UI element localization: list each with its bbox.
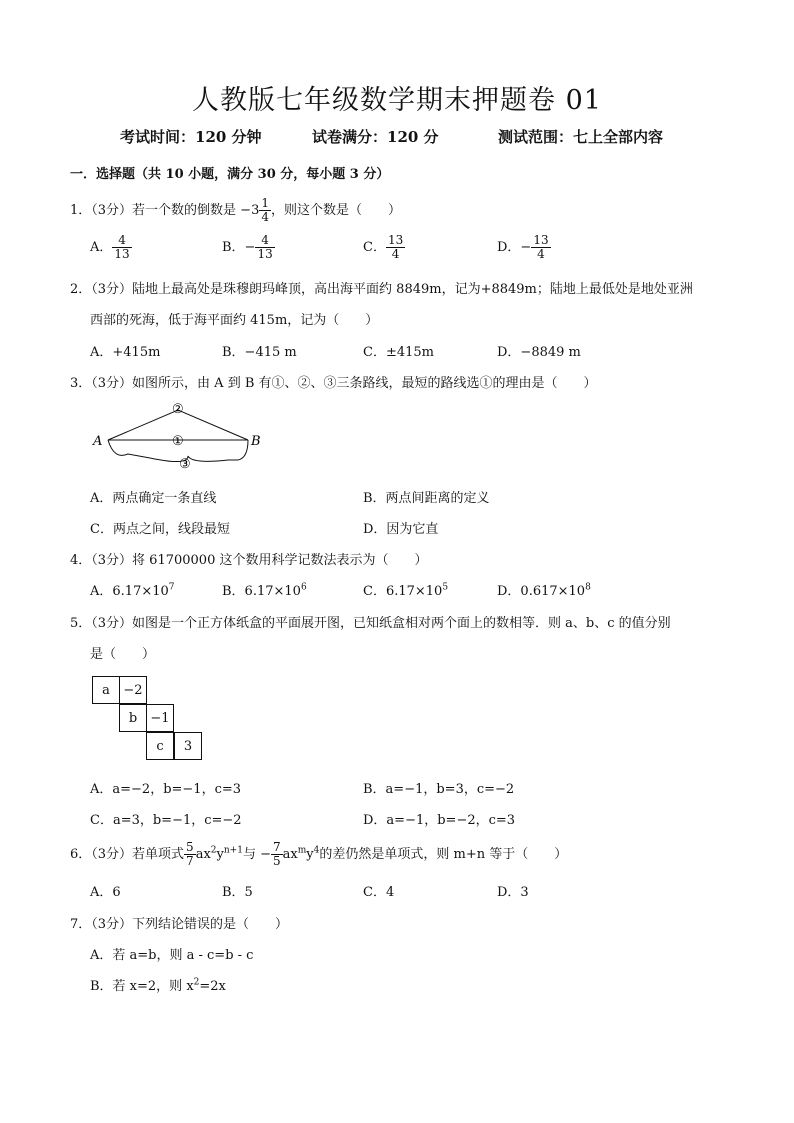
cube-cell-c: c bbox=[146, 732, 174, 760]
q5-option-b: B．a=−1，b=3，c=−2 bbox=[363, 782, 515, 797]
route-2-label: ② bbox=[172, 402, 184, 417]
q3-option-a: A．两点确定一条直线 bbox=[90, 491, 217, 506]
q1-option-b: B．− $\frac{4}{13}$ bbox=[222, 233, 273, 261]
question-5-line2: 是（ ） bbox=[90, 647, 156, 662]
q1-option-c: C． $\frac{13}{4}$ bbox=[363, 233, 404, 261]
exam-time: 考试时间：120 分钟 bbox=[120, 128, 262, 146]
q7-option-b: B．若 x=2，则 $x^2=2x$ bbox=[90, 977, 226, 994]
q2-option-c: C．±415m bbox=[363, 345, 434, 360]
q3-option-d: D．因为它直 bbox=[363, 522, 439, 537]
point-b-label: B bbox=[251, 434, 261, 449]
q3-option-b: B．两点间距离的定义 bbox=[363, 491, 490, 506]
question-3-stem: 3．（3分）如图所示，由 A 到 B 有①、②、③三条路线，最短的路线选①的理由是（ ） bbox=[70, 376, 597, 391]
q1-frac-den: 4 bbox=[261, 210, 269, 224]
cube-cell-3: 3 bbox=[174, 732, 202, 760]
exam-scope: 测试范围：七上全部内容 bbox=[498, 128, 664, 146]
q5-option-a: A．a=−2，b=−1，c=3 bbox=[90, 782, 242, 797]
q2-option-b: B．−415 m bbox=[222, 345, 297, 360]
q1-fraction bbox=[259, 197, 271, 224]
q1-frac-num: 1 bbox=[261, 196, 269, 210]
page-title: 人教版七年级数学期末押题卷 01 bbox=[192, 85, 602, 116]
exam-score: 试卷满分：120 分 bbox=[312, 128, 439, 146]
question-1-stem bbox=[70, 197, 401, 224]
question-5-line1: 5．（3分）如图是一个正方体纸盒的平面展开图，已知纸盒相对两个面上的数相等．则 a、b、c 的值分别 bbox=[70, 616, 671, 631]
cube-cell-minus2: −2 bbox=[119, 676, 147, 704]
question-6-stem: 6．（3分）若单项式 $\frac{5}{7}$ $ax^2y^{n+1}$与 − $\frac{7}{5}$ $ax^my^4$的差仍然是单项式，则 m+n 等于（ ） bbox=[70, 840, 568, 868]
question-2-line2: 西部的死海，低于海平面约 415m，记为（ ） bbox=[90, 313, 379, 328]
q7-option-a: A．若 a=b，则 a - c=b - c bbox=[90, 948, 254, 963]
question-2-line1: 2．（3分）陆地上最高处是珠穆朗玛峰顶，高出海平面约 8849m，记为+8849m；陆地上最低处是地处亚洲 bbox=[70, 282, 693, 297]
section-heading: 一．选择题（共 10 小题，满分 30 分，每小题 3 分） bbox=[70, 167, 390, 182]
q5-option-d: D．a=−1，b=−2，c=3 bbox=[363, 813, 516, 828]
q4-option-d: D．$0.617\times 10^8$ bbox=[497, 582, 591, 599]
route-diagram bbox=[88, 398, 278, 478]
cube-cell-b: b bbox=[119, 704, 147, 732]
route-3-label: ③ bbox=[179, 457, 191, 472]
q1-suffix: ，则这个数是（ ） bbox=[270, 203, 401, 218]
route-1-label: ① bbox=[172, 434, 184, 449]
q4-option-b: B．$6.17\times 10^6$ bbox=[222, 582, 307, 599]
question-4-stem: 4．（3分）将 61700000 这个数用科学记数法表示为（ ） bbox=[70, 553, 428, 568]
q1-option-a: A． $\frac{4}{13}$ bbox=[90, 233, 130, 261]
q4-option-c: C．$6.17\times 10^5$ bbox=[363, 582, 449, 599]
q6-option-c: C．4 bbox=[363, 885, 395, 900]
cube-cell-minus1: −1 bbox=[146, 704, 174, 732]
q2-option-a: A．+415m bbox=[90, 345, 161, 360]
q4-option-a: A．$6.17\times 10^7$ bbox=[90, 582, 175, 599]
q1-option-d: D．− $\frac{13}{4}$ bbox=[497, 233, 549, 261]
question-7-stem: 7．（3分）下列结论错误的是（ ） bbox=[70, 917, 289, 932]
point-a-label: A bbox=[93, 434, 103, 449]
q6-option-b: B．5 bbox=[222, 885, 253, 900]
q1-prefix: 1．（3分）若一个数的倒数是 −3 bbox=[70, 203, 260, 218]
q6-option-d: D．3 bbox=[497, 885, 529, 900]
q6-option-a: A．6 bbox=[90, 885, 121, 900]
q5-option-c: C．a=3，b=−1，c=−2 bbox=[90, 813, 242, 828]
cube-cell-a: a bbox=[92, 676, 120, 704]
q2-option-d: D．−8849 m bbox=[497, 345, 581, 360]
q3-option-c: C．两点之间，线段最短 bbox=[90, 522, 230, 537]
